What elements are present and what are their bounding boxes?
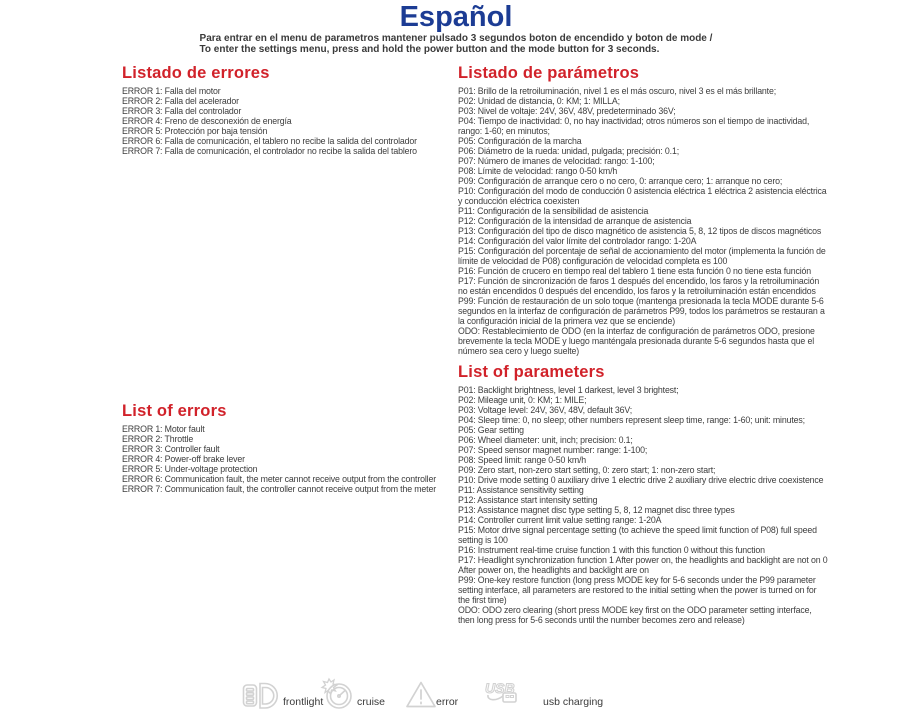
heading-params-es: Listado de parámetros <box>458 64 640 82</box>
list-item: P13: Assistance magnet disc type setting 5, 8, 12 magnet disc three types <box>458 505 735 515</box>
list-item: P07: Speed sensor magnet number: range: 1-100; <box>458 445 648 455</box>
frontlight-icon <box>242 681 284 711</box>
error-list-es <box>122 86 464 156</box>
list-item: ODO: ODO zero clearing (short press MODE key first on the ODO parameter setting interface, then long press for 5-6 seconds until the number becomes zero and release) <box>458 605 812 625</box>
list-item: P03: Voltage level: 24V, 36V, 48V, default 36V; <box>458 405 633 415</box>
list-item: P11: Configuración de la sensibilidad de asistencia <box>458 206 649 216</box>
list-item: P01: Brillo de la retroiluminación, nivel 1 es el más oscuro, nivel 3 es el más brillante; <box>458 86 777 96</box>
list-item: P02: Mileage unit, 0: KM; 1: MILE; <box>458 395 587 405</box>
section-errors-en <box>122 402 464 494</box>
list-item: ERROR 2: Throttle <box>122 434 194 444</box>
heading-errors-en: List of errors <box>122 402 227 420</box>
cruise-icon <box>319 677 355 712</box>
list-item: P16: Instrument real-time cruise function 1 with this function 0 without this function <box>458 545 765 555</box>
list-item: ERROR 5: Protección por baja tensión <box>122 126 268 136</box>
list-item: P02: Unidad de distancia, 0: KM; 1: MILLA; <box>458 96 620 106</box>
list-item: ERROR 4: Freno de desconexión de energía <box>122 116 292 126</box>
section-params-en <box>458 363 830 625</box>
list-item: P07: Número de imanes de velocidad: rango: 1-100; <box>458 156 655 166</box>
usb-charging-label: usb charging <box>543 696 604 708</box>
param-list-es <box>458 86 830 356</box>
list-item: P17: Función de sincronización de faros 1 después del encendido, los faros y la retroiluminación no están encendidos 0 después del encendido, los faros y la retroiluminación están encendidos <box>458 276 820 296</box>
cruise-label: cruise <box>357 696 386 708</box>
list-item: ERROR 3: Falla del controlador <box>122 106 242 116</box>
error-list-en <box>122 424 464 494</box>
error-icon <box>404 680 438 710</box>
list-item: ODO: Restablecimiento de ODO (en la interfaz de configuración de parámetros ODO, presione brevemente la tecla MODE y luego manténgala presionada durante 5-6 segundos hasta que el número sea cero y luego suelte) <box>458 326 815 356</box>
list-item: P17: Headlight synchronization function 1 After power on, the headlights and backlight are not on 0 After power on, the headlights and backlight are on <box>458 555 828 575</box>
list-item: P12: Assistance start intensity setting <box>458 495 598 505</box>
list-item: P10: Configuración del modo de conducción 0 asistencia eléctrica 1 eléctrica 2 asistencia eléctrica y conducción eléctrica coexisten <box>458 186 827 206</box>
list-item: ERROR 2: Falla del acelerador <box>122 96 239 106</box>
list-item: P12: Configuración de la intensidad de arranque de asistencia <box>458 216 692 226</box>
list-item: ERROR 4: Power-off brake lever <box>122 454 245 464</box>
list-item: P08: Límite de velocidad: rango 0-50 km/h <box>458 166 618 176</box>
svg-text:USB: USB <box>485 680 515 696</box>
list-item: P01: Backlight brightness, level 1 darkest, level 3 brightest; <box>458 385 679 395</box>
list-item: P11: Assistance sensitivity setting <box>458 485 584 495</box>
error-label: error <box>436 696 459 708</box>
list-item: P13: Configuración del tipo de disco magnético de asistencia 5, 8, 12 tipos de discos magnéticos <box>458 226 822 236</box>
heading-errors-es: Listado de errores <box>122 64 270 82</box>
subtitle-english: To enter the settings menu, press and hold the power button and the mode button for 3 seconds. <box>199 44 660 55</box>
list-item: ERROR 3: Controller fault <box>122 444 220 454</box>
list-item: P04: Sleep time: 0, no sleep; other numbers represent sleep time, range: 1-60; unit: minutes; <box>458 415 805 425</box>
list-item: ERROR 7: Communication fault, the controller cannot receive output from the meter <box>122 484 436 494</box>
left-column <box>122 64 464 494</box>
subtitle-spanish: Para entrar en el menu de parametros mantener pulsado 3 segundos boton de encendido y boton de mode / <box>199 33 713 44</box>
list-item: P04: Tiempo de inactividad: 0, no hay inactividad; otros números son el tiempo de inactividad, rango: 1-60; en minutos; <box>458 116 810 136</box>
list-item: P03: Nivel de voltaje: 24V, 36V, 48V, predeterminado 36V; <box>458 106 676 116</box>
subtitle-block <box>200 33 713 55</box>
list-item: ERROR 7: Falla de comunicación, el controlador no recibe la salida del tablero <box>122 146 417 156</box>
list-item: P99: Función de restauración de un solo toque (mantenga presionada la tecla MODE durante 5-6 segundos en la interfaz de configuración de parámetros P99, todos los parámetros se restauran a la configuración inicial de la primera vez que se enciende) <box>458 296 825 326</box>
page-title: Español <box>399 1 513 33</box>
list-item: P14: Configuración del valor límite del controlador rango: 1-20A <box>458 236 697 246</box>
list-item: P99: One-key restore function (long press MODE key for 5-6 seconds under the P99 parameter setting interface, all parameters are restored to the initial setting when the power is turned on for the first time) <box>458 575 817 605</box>
list-item: P09: Zero start, non-zero start setting, 0: zero start; 1: non-zero start; <box>458 465 716 475</box>
list-item: P16: Función de crucero en tiempo real del tablero 1 tiene esta función 0 no tiene esta función <box>458 266 812 276</box>
list-item: P06: Wheel diameter: unit, inch; precision: 0.1; <box>458 435 633 445</box>
list-item: P15: Motor drive signal percentage setting (to achieve the speed limit function of P08) full speed setting is 100 <box>458 525 817 545</box>
list-item: P14: Controller current limit value setting range: 1-20A <box>458 515 662 525</box>
list-item: ERROR 6: Falla de comunicación, el tablero no recibe la salida del controlador <box>122 136 417 146</box>
usb-charging-icon <box>479 679 531 711</box>
list-item: P10: Drive mode setting 0 auxiliary drive 1 electric drive 2 auxiliary drive electric drive coexistence <box>458 475 824 485</box>
right-column <box>458 64 830 625</box>
list-item: P05: Configuración de la marcha <box>458 136 582 146</box>
list-item: ERROR 6: Communication fault, the meter cannot receive output from the controller <box>122 474 436 484</box>
heading-params-en: List of parameters <box>458 363 605 381</box>
list-item: ERROR 1: Falla del motor <box>122 86 221 96</box>
list-item: P08: Speed limit: range 0-50 km/h <box>458 455 587 465</box>
section-params-es <box>458 64 830 356</box>
list-item: ERROR 5: Under-voltage protection <box>122 464 258 474</box>
list-item: ERROR 1: Motor fault <box>122 424 205 434</box>
section-errors-es <box>122 64 464 156</box>
frontlight-label: frontlight <box>283 696 324 708</box>
list-item: P09: Configuración de arranque cero o no cero, 0: arranque cero; 1: arranque no cero; <box>458 176 783 186</box>
list-item: P06: Diámetro de la rueda: unidad, pulgada; precisión: 0.1; <box>458 146 679 156</box>
list-item: P15: Configuración del porcentaje de señal de accionamiento del motor (implementa la función de límite de velocidad de P08) configuración de velocidad completa es 100 <box>458 246 826 266</box>
param-list-en <box>458 385 830 625</box>
page-header <box>0 2 912 57</box>
list-item: P05: Gear setting <box>458 425 524 435</box>
